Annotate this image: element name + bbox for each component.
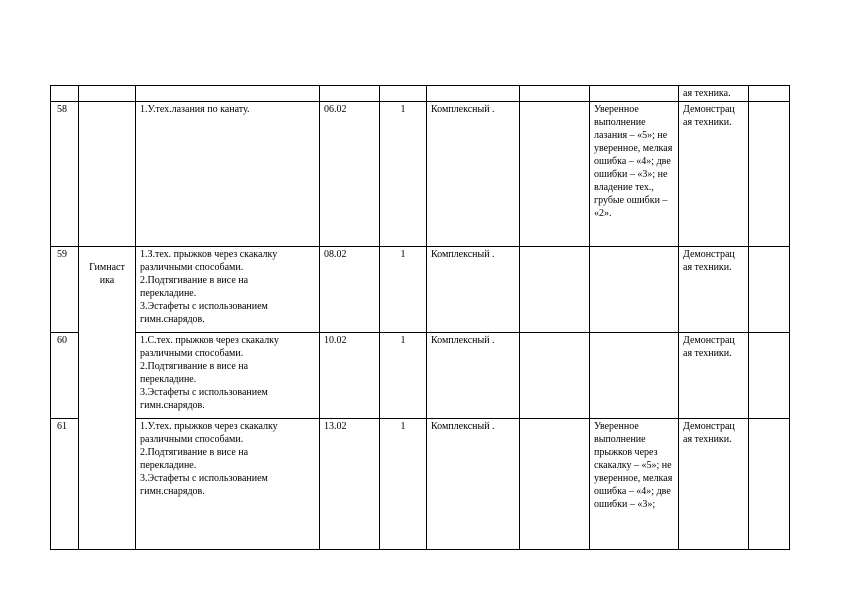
cell-extra bbox=[749, 102, 790, 247]
lesson-type: Комплексный . bbox=[427, 419, 520, 550]
topic-line: перекладине. bbox=[140, 288, 197, 299]
lesson-type: Комплексный . bbox=[427, 333, 520, 419]
topic-line: 1.У.тех. прыжков через скакалку bbox=[140, 421, 278, 432]
lesson-demo: Демонстрац ая техники. bbox=[679, 102, 749, 247]
lesson-number: 60 bbox=[51, 333, 79, 419]
cell-hours bbox=[380, 86, 427, 102]
table-row bbox=[51, 102, 790, 247]
lesson-demo: Демонстрац ая техники. bbox=[679, 419, 749, 550]
table-row bbox=[51, 247, 790, 333]
lesson-date: 10.02 bbox=[320, 333, 380, 419]
topic-line: 1.З.тех. прыжков через скакалку bbox=[140, 249, 278, 260]
cell-topic bbox=[136, 86, 320, 102]
lesson-number: 58 bbox=[51, 102, 79, 247]
cell-empty bbox=[520, 102, 590, 247]
topic-line: 2.Подтягивание в висе на bbox=[140, 275, 249, 286]
lesson-date: 06.02 bbox=[320, 102, 380, 247]
lesson-criteria: Уверенное выполнение прыжков через скакалку – «5»; не уверенное, мелкая ошибка – «4»; две ошибки – «3»; bbox=[590, 419, 679, 550]
topic-line: 2.Подтягивание в висе на bbox=[140, 361, 249, 372]
cell-extra bbox=[749, 86, 790, 102]
lesson-hours: 1 bbox=[380, 102, 427, 247]
cell-empty bbox=[520, 86, 590, 102]
lesson-criteria bbox=[590, 247, 679, 333]
topic-line: 1.У.тех.лазания по канату. bbox=[140, 104, 250, 115]
lesson-demo: Демонстрац ая техники. bbox=[679, 247, 749, 333]
topic-line: 1.С.тех. прыжков через скакалку bbox=[140, 335, 279, 346]
lesson-date: 13.02 bbox=[320, 419, 380, 550]
lesson-hours: 1 bbox=[380, 333, 427, 419]
lesson-number: 61 bbox=[51, 419, 79, 550]
cell-empty bbox=[520, 247, 590, 333]
cell-extra bbox=[749, 247, 790, 333]
topic-line: различными способами. bbox=[140, 348, 244, 359]
cell-subject bbox=[79, 102, 136, 247]
cell-demo: ая техника. bbox=[679, 86, 749, 102]
cell-date bbox=[320, 86, 380, 102]
topic-line: различными способами. bbox=[140, 262, 244, 273]
topic-line: 3.Эстафеты с использованием bbox=[140, 473, 268, 484]
topic-line: гимн.снарядов. bbox=[140, 400, 205, 411]
topic-line: 3.Эстафеты с использованием bbox=[140, 387, 268, 398]
lesson-number: 59 bbox=[51, 247, 79, 333]
lesson-criteria: Уверенное выполнение лазания – «5»; не уверенное, мелкая ошибка – «4»; две ошибки – «3»; не владение тех., грубые ошибки – «2». bbox=[590, 102, 679, 247]
cell-criteria bbox=[590, 86, 679, 102]
topic-line: перекладине. bbox=[140, 460, 197, 471]
cell-type bbox=[427, 86, 520, 102]
cell-num bbox=[51, 86, 79, 102]
table-row bbox=[51, 333, 790, 419]
topic-line: 2.Подтягивание в висе на bbox=[140, 447, 249, 458]
lesson-topic bbox=[136, 247, 320, 333]
lesson-hours: 1 bbox=[380, 419, 427, 550]
topic-line: 3.Эстафеты с использованием bbox=[140, 301, 268, 312]
lesson-topic bbox=[136, 102, 320, 247]
table-row-continuation bbox=[51, 86, 790, 102]
cell-subject bbox=[79, 86, 136, 102]
topic-line: различными способами. bbox=[140, 434, 244, 445]
lesson-topic bbox=[136, 419, 320, 550]
lesson-criteria bbox=[590, 333, 679, 419]
cell-extra bbox=[749, 333, 790, 419]
topic-line: гимн.снарядов. bbox=[140, 314, 205, 325]
lesson-type: Комплексный . bbox=[427, 247, 520, 333]
lesson-plan-table bbox=[50, 85, 790, 550]
topic-line: перекладине. bbox=[140, 374, 197, 385]
lesson-hours: 1 bbox=[380, 247, 427, 333]
lesson-demo: Демонстрац ая техники. bbox=[679, 333, 749, 419]
cell-empty bbox=[520, 419, 590, 550]
subject-cell: Гимнаст ика bbox=[79, 247, 136, 550]
cell-empty bbox=[520, 333, 590, 419]
cell-extra bbox=[749, 419, 790, 550]
table-row bbox=[51, 419, 790, 550]
topic-line: гимн.снарядов. bbox=[140, 486, 205, 497]
lesson-type: Комплексный . bbox=[427, 102, 520, 247]
lesson-date: 08.02 bbox=[320, 247, 380, 333]
lesson-topic bbox=[136, 333, 320, 419]
